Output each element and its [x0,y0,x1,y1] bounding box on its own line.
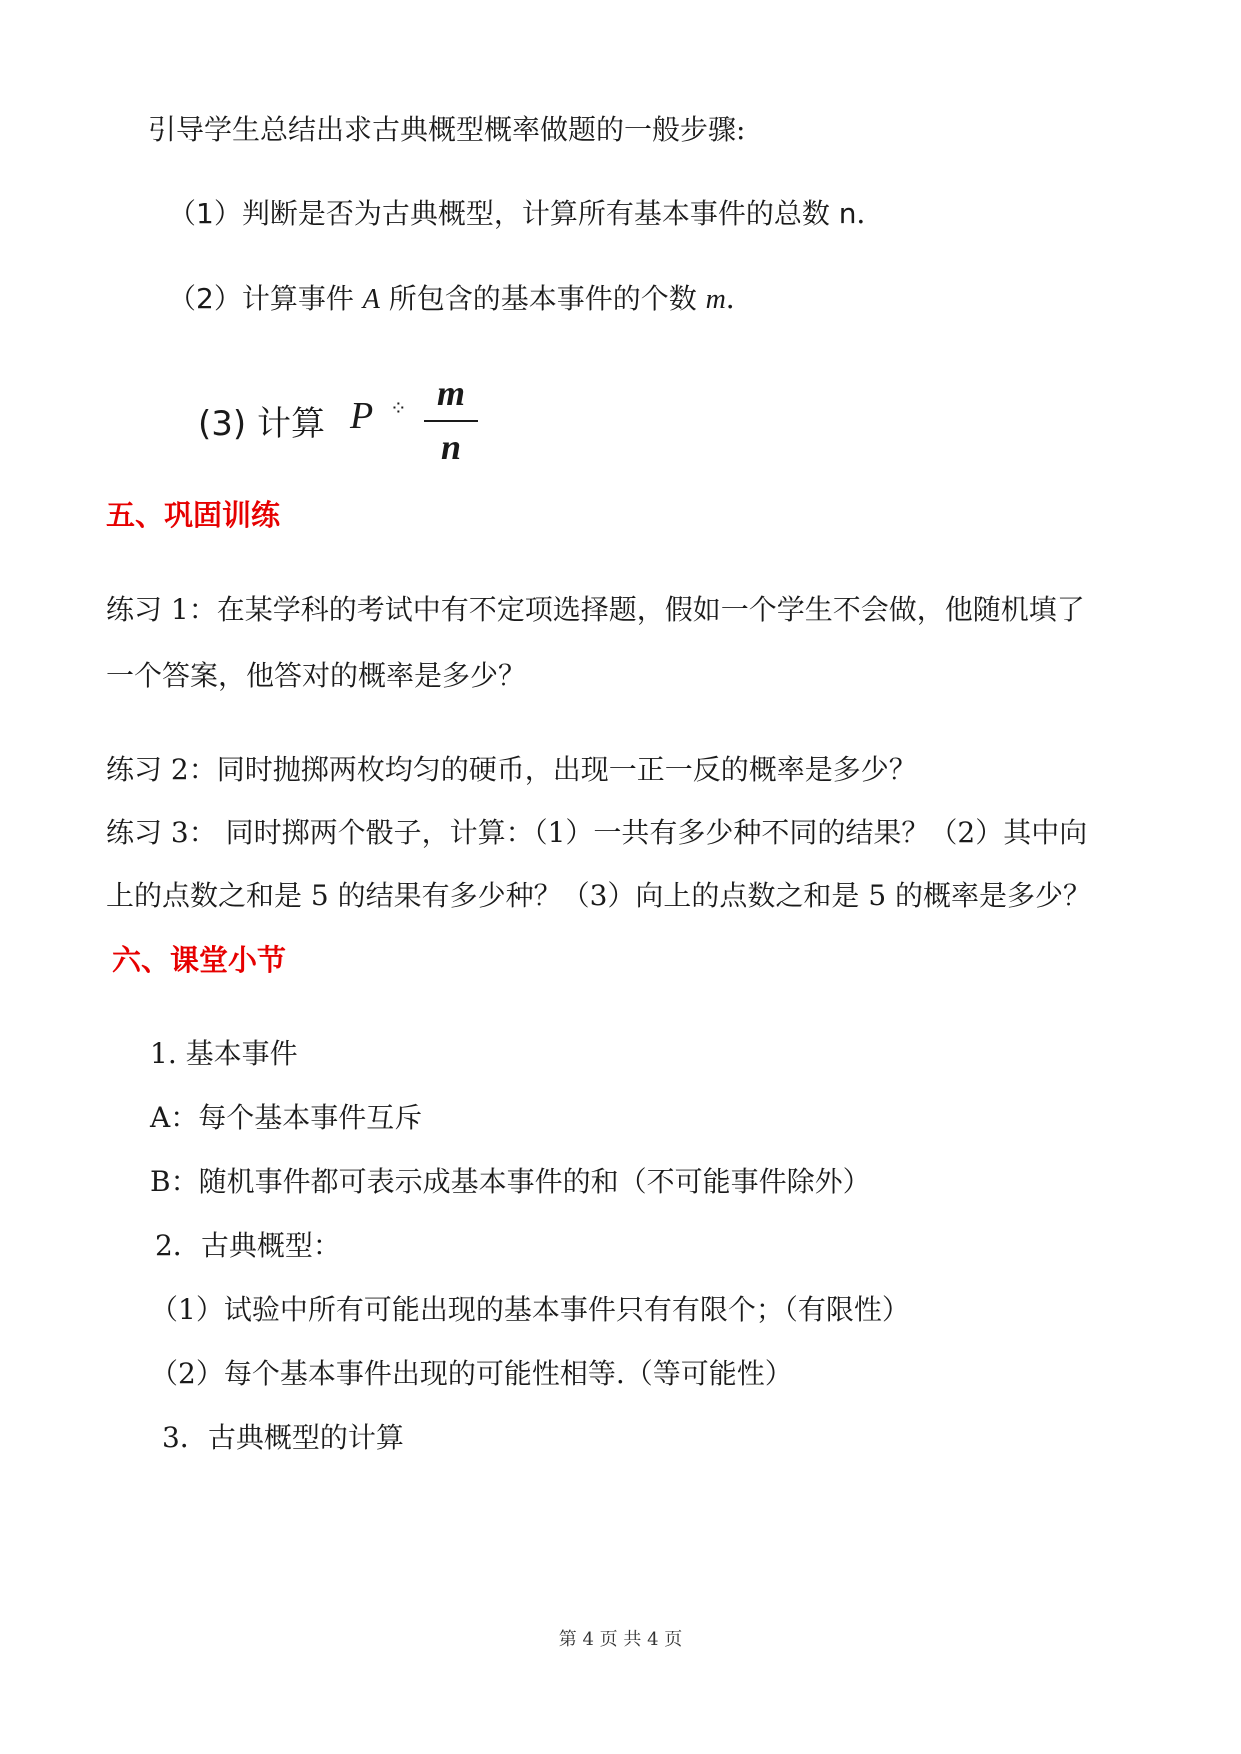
formula-denominator: n [440,427,462,467]
summary-item-1b: B：随机事件都可表示成基本事件的和（不可能事件除外） [150,1165,871,1198]
step-2-var-m: m [705,284,726,315]
step-2-text-c: ． [725,282,754,315]
fraction-bar [424,420,478,422]
summary-item-2: 2．古典概型： [155,1229,341,1262]
intro-text: 引导学生总结出求古典概型概率做题的一般步骤: [148,113,746,146]
formula-fraction [424,373,478,476]
page-footer: 第 4 页 共 4 页 [558,1629,683,1650]
section-6-title: 六、课堂小节 [112,943,287,977]
summary-item-1a: A：每个基本事件互斥 [150,1101,423,1134]
step-3-prefix: (3) 计算 [198,404,325,444]
summary-item-2a: （1）试验中所有可能出现的基本事件只有有限个；（有限性） [150,1293,910,1326]
exercise-1-line-2: 一个答案，他答对的概率是多少？ [106,659,527,692]
section-5-title: 五、巩固训练 [106,498,281,532]
step-2-text-b: 所包含的基本事件的个数 [379,282,706,315]
summary-item-3: 3．古典概型的计算 [162,1421,404,1454]
summary-item-1: 1. 基本事件 [150,1037,298,1070]
exercise-1-line-1: 练习 1：在某学科的考试中有不定项选择题，假如一个学生不会做，他随机填了 [106,593,1085,626]
exercise-3-line-2: 上的点数之和是 5 的结果有多少种？（3）向上的点数之和是 5 的概率是多少？ [106,879,1092,912]
step-1: （1）判断是否为古典概型，计算所有基本事件的总数 n． [168,197,885,230]
step-2-var-a: A [362,284,380,315]
formula-var-p: P [350,395,374,437]
step-2 [168,281,754,318]
step-2-text-a: （2）计算事件 [168,282,363,315]
summary-item-2b: （2）每个基本事件出现的可能性相等.（等可能性） [150,1357,793,1390]
exercise-2: 练习 2：同时抛掷两枚均匀的硬币，出现一正一反的概率是多少？ [106,753,917,786]
exercise-3-line-1: 练习 3： 同时掷两个骰子，计算：（1）一共有多少种不同的结果？（2）其中向 [106,816,1088,849]
formula-relation-symbol: ⁘ [390,396,407,420]
formula-numerator: m [436,373,465,413]
